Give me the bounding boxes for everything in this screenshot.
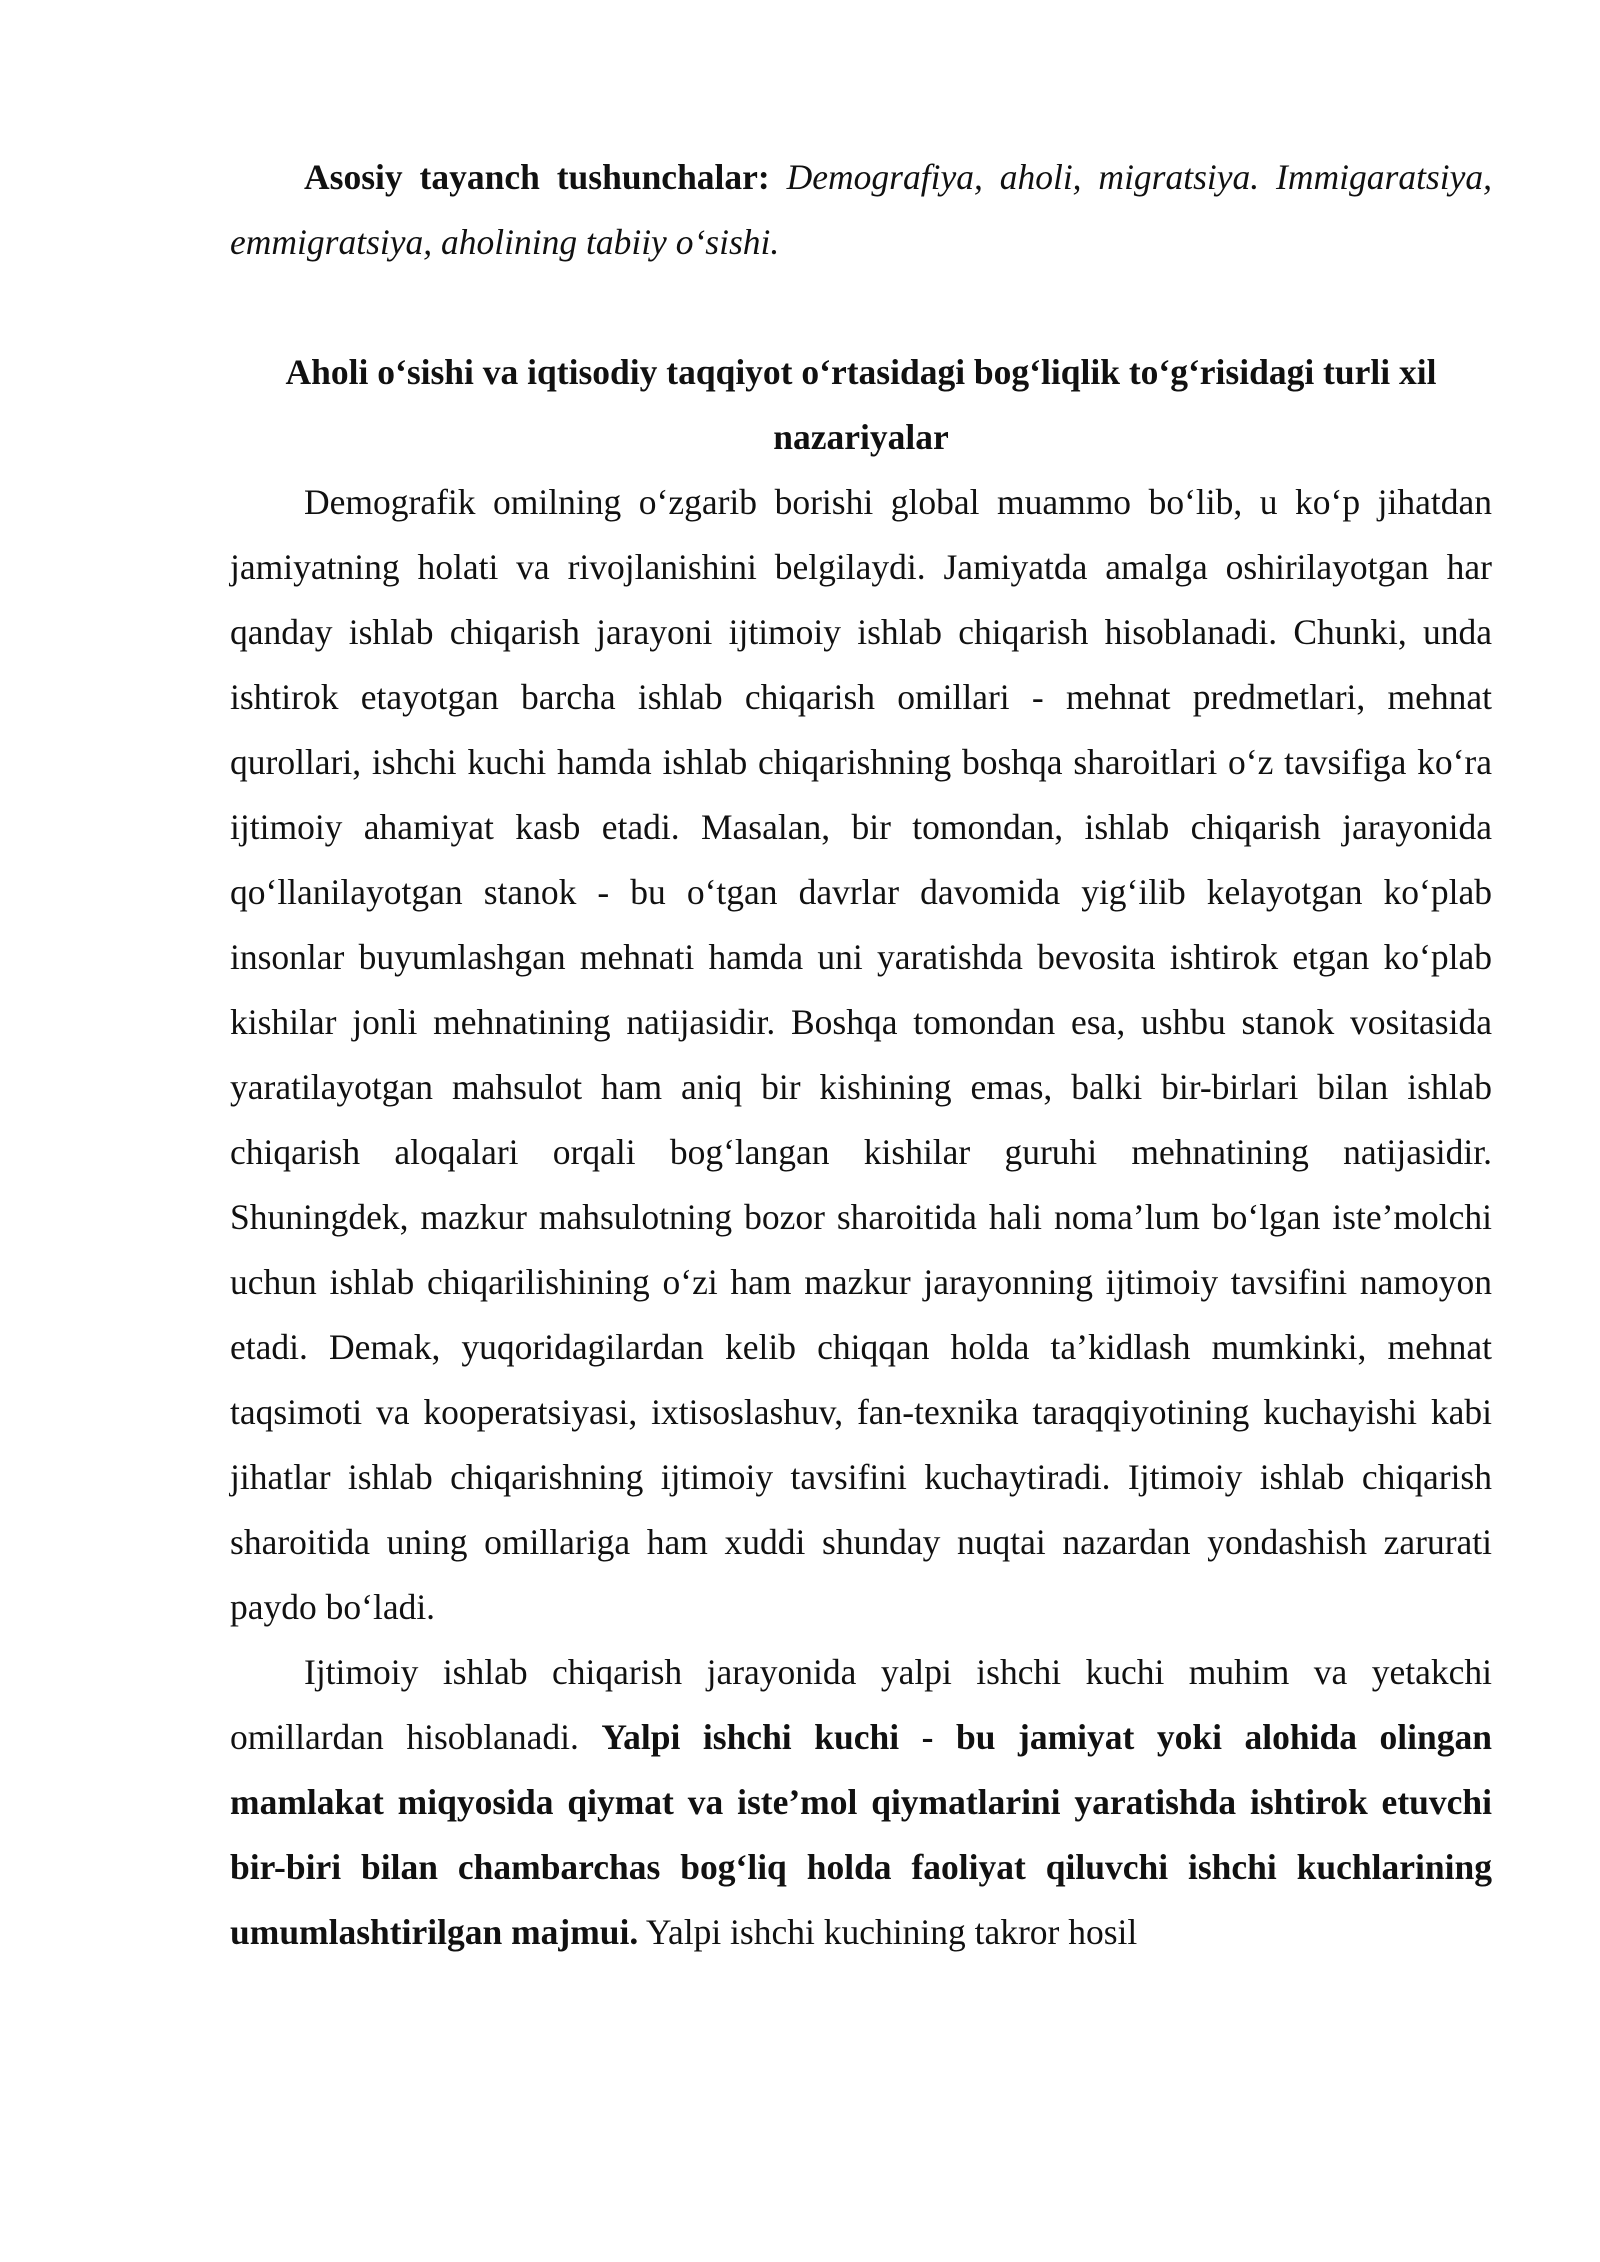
section-heading: Aholi o‘sishi va iqtisodiy taqqiyot o‘rtasidagi bog‘liqlik to‘g‘risidagi turli xil nazariyalar: [285, 352, 1437, 457]
keywords-terms: Demografiya, aholi, migratsiya. Immigaratsiya, emmigratsiya, aholining tabiiy o‘sishi.: [230, 157, 1492, 262]
paragraph-2-tail: Yalpi ishchi kuchining takror hosil: [645, 1912, 1138, 1952]
paragraph-2-intro: Ijtimoiy ishlab chiqarish jarayonida yalpi ishchi kuchi muhim va yetakchi omillardan hisoblanadi.: [230, 1652, 1492, 1757]
body-paragraph-2: [230, 1640, 1492, 1965]
keywords-label: Asosiy tayanch tushunchalar:: [304, 157, 770, 197]
paragraph-2-definition: Yalpi ishchi kuchi - bu jamiyat yoki alohida olingan mamlakat miqyosida qiymat va iste’mol qiymatlarini yaratishda ishtirok etuvchi bir-biri bilan chambarchas bog‘liq holda faoliyat qiluvchi ishchi kuchlarining umumlashtirilgan majmui.: [230, 1717, 1492, 1952]
document-page: [230, 145, 1492, 1965]
keywords-paragraph: [230, 145, 1492, 275]
body-paragraph-1: Demografik omilning o‘zgarib borishi global muammo bo‘lib, u ko‘p jihatdan jamiyatning holati va rivojlanishini belgilaydi. Jamiyatda amalga oshirilayotgan har qanday ishlab chiqarish jarayoni ijtimoiy ishlab chiqarish hisoblanadi. Chunki, unda ishtirok etayotgan barcha ishlab chiqarish omillari - mehnat predmetlari, mehnat qurollari, ishchi kuchi hamda ishlab chiqarishning boshqa sharoitlari o‘z tavsifiga ko‘ra ijtimoiy ahamiyat kasb etadi. Masalan, bir tomondan, ishlab chiqarish jarayonida qo‘llanilayotgan stanok - bu o‘tgan davrlar davomida yig‘ilib kelayotgan ko‘plab insonlar buyumlashgan mehnati hamda uni yaratishda bevosita ishtirok etgan ko‘plab kishilar jonli mehnatining natijasidir. Boshqa tomondan esa, ushbu stanok vositasida yaratilayotgan mahsulot ham aniq bir kishining emas, balki bir-birlari bilan ishlab chiqarish aloqalari orqali bog‘langan kishilar guruhi mehnatining natijasidir. Shuningdek, mazkur mahsulotning bozor sharoitida hali noma’lum bo‘lgan iste’molchi uchun ishlab chiqarilishining o‘zi ham mazkur jarayonning ijtimoiy tavsifini namoyon etadi. Demak, yuqoridagilardan kelib chiqqan holda ta’kidlash mumkinki, mehnat taqsimoti va kooperatsiyasi, ixtisoslashuv, fan-texnika taraqqiyotining kuchayishi kabi jihatlar ishlab chiqarishning ijtimoiy tavsifini kuchaytiradi. Ijtimoiy ishlab chiqarish sharoitida uning omillariga ham xuddi shunday nuqtai nazardan yondashish zarurati paydo bo‘ladi.: [230, 482, 1492, 1627]
